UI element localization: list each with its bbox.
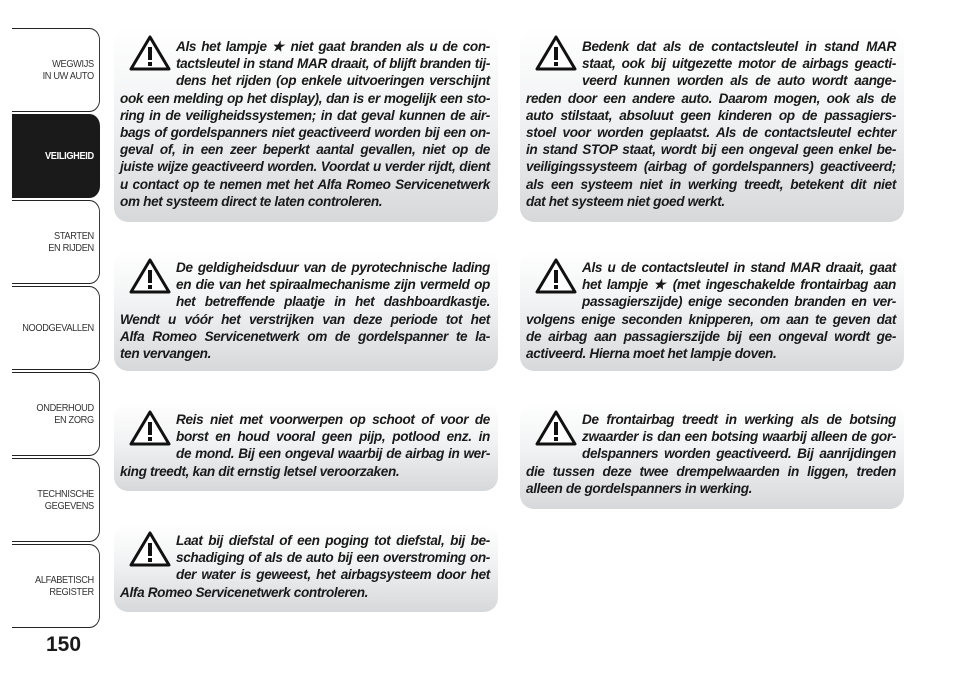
text-line: ook een melding op het display), dan is er mogelijk een sto- <box>120 90 490 106</box>
text-line: De geldigheidsduur van de pyrotechnische lading <box>176 260 490 275</box>
text-line: veerd kunnen worden als de auto wordt aange- <box>582 73 896 89</box>
text-line: en die van het spiraalmechanisme zijn vermeld op <box>176 277 490 293</box>
text-line: Als u de contactsleutel in stand MAR draait, gaat <box>582 260 896 275</box>
text-line: borst en houd vooral geen pijp, potlood enz. in <box>176 429 490 445</box>
text-line: dens het rijden (op enkele uitvoeringen verschijnt <box>176 73 490 89</box>
text-line: staat, ook bij uitgezette motor de airbags geacti- <box>582 56 896 72</box>
tab-starten-en-rijden[interactable]: STARTEN EN RIJDEN <box>12 200 100 284</box>
tab-veiligheid[interactable]: VEILIGHEID <box>12 114 100 198</box>
text-line: ten vervangen. <box>120 346 212 362</box>
text-line: Laat bij diefstal of een poging tot diefstal, bij be- <box>176 533 490 548</box>
text-line: king treedt, kan dit ernstig letsel veroorzaken. <box>120 463 400 479</box>
text-line: zwaarder is dan een botsing waarbij alleen de gor- <box>582 429 896 445</box>
tab-noodgevallen[interactable]: NOODGEVALLEN <box>12 286 100 370</box>
text-line: veiligingssysteem (airbag of gordelspanners) geactiveerd; <box>526 159 896 175</box>
text-line: om het systeem direct te laten controleren. <box>120 193 383 209</box>
warning-text <box>120 259 490 362</box>
text-line: ring in de veiligheidssystemen; in dat geval kunnen de air- <box>120 107 490 123</box>
text-line: der water is geweest, het airbagsysteem door het <box>176 567 490 583</box>
text-line: volgens enige seconden knipperen, om aan te geven dat <box>526 311 896 327</box>
text-line: Alfa Romeo Servicenetwerk om de gordelspanner te la- <box>120 328 490 344</box>
page-number: 150 <box>46 633 82 656</box>
text-line: de mond. Bij een ongeval waarbij de airbag in wer- <box>176 446 490 462</box>
warning-box-airbag-lamp <box>114 28 498 222</box>
tab-technische-gegevens[interactable]: TECHNISCHE GEGEVENS <box>12 458 100 542</box>
warning-box-frontairbag-threshold <box>520 403 904 509</box>
warning-text <box>526 38 896 210</box>
text-line: reden door een andere auto. Daarom mogen, ook als de <box>526 90 896 106</box>
warning-text <box>120 411 490 480</box>
tab-onderhoud-en-zorg[interactable]: ONDERHOUD EN ZORG <box>12 372 100 456</box>
warning-text <box>526 411 896 497</box>
warning-box-pyrotechnic <box>114 251 498 371</box>
warning-box-theft-damage <box>114 524 498 612</box>
text-line: u contact op te nemen met het Alfa Romeo Servicenetwerk <box>120 176 490 192</box>
text-line: delspanners worden geactiveerd. Bij aanrijdingen <box>582 446 896 462</box>
warning-box-mar-position <box>520 28 904 222</box>
tab-wegwijs[interactable]: WEGWIJS IN UW AUTO <box>12 28 100 112</box>
text-line: passagierszijde) enige seconden branden en ver- <box>582 294 896 310</box>
text-line: activeerd. Hierna moet het lampje doven. <box>526 346 777 362</box>
text-line: die tussen deze twee drempelwaarden in liggen, treden <box>526 463 896 479</box>
text-line: de airbag aan passagierszijde bij een ongeval wordt ge- <box>526 328 896 344</box>
text-line: Als het lampje ★ niet gaat branden als u de con- <box>176 39 490 54</box>
text-line: dat het systeem niet goed werkt. <box>526 193 725 209</box>
text-line: alleen de gordelspanners in werking. <box>526 480 753 496</box>
warning-text <box>526 259 896 362</box>
text-line: Alfa Romeo Servicenetwerk controleren. <box>120 584 369 600</box>
text-line: Bedenk dat als de contactsleutel in stand MAR <box>582 39 896 54</box>
warning-box-passenger-airbag-lamp <box>520 251 904 371</box>
text-line: juiste wijze geactiveerd worden. Voordat u verder rijdt, dient <box>120 159 490 175</box>
text-line: bags of gordelspanners niet geactiveerd worden bij een on- <box>120 125 490 141</box>
text-line: De frontairbag treedt in werking als de botsing <box>582 412 896 427</box>
text-line: als een systeem niet in werking treedt, betekent dit niet <box>526 176 896 192</box>
warning-box-objects-on-lap <box>114 403 498 491</box>
text-line: stoel voor worden geplaatst. Als de contactsleutel echter <box>526 125 896 141</box>
text-line: Reis niet met voorwerpen op schoot of voor de <box>176 412 490 427</box>
warning-text <box>120 38 490 210</box>
text-line: in stand STOP staat, wordt bij een ongeval geen enkel be- <box>526 142 896 158</box>
text-line: Wendt u vóór het verstrijken van deze periode tot het <box>120 311 490 327</box>
text-line: auto stilstaat, absoluut geen kinderen op de passagiers- <box>526 107 896 123</box>
text-line: geval of, in een zeer beperkt aantal gevallen, niet op de <box>120 142 490 158</box>
text-line: schadiging of als de auto bij een overstroming on- <box>176 550 490 566</box>
text-line: het lampje ★ (met ingeschakelde frontairbag aan <box>582 277 896 293</box>
text-line: het betreffende plaatje in het dashboardkastje. <box>176 294 490 310</box>
tab-alfabetisch-register[interactable]: ALFABETISCH REGISTER <box>12 544 100 628</box>
text-line: tactsleutel in stand MAR draait, of blijft branden tij- <box>176 56 490 72</box>
warning-text <box>120 532 490 601</box>
